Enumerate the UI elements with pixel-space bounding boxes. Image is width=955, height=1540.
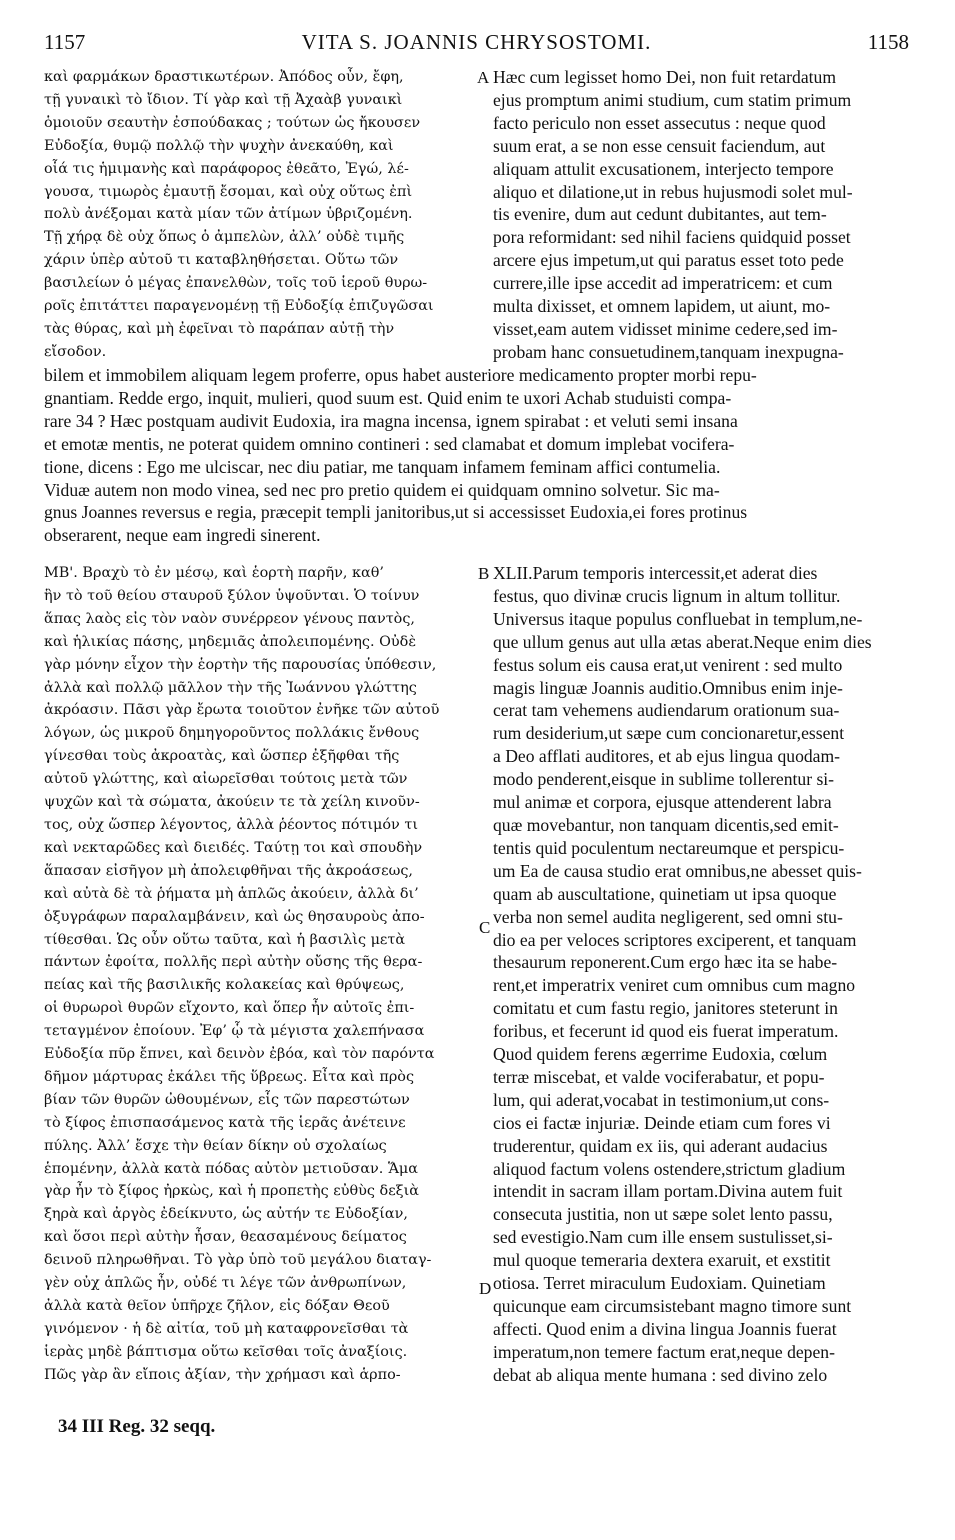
text-line: visset,eam autem vidisset minime cedere,sed im- xyxy=(493,318,838,339)
text-line: modo penderent,eisque in sublime tollerentur si- xyxy=(493,769,835,790)
running-header xyxy=(44,30,909,60)
text-line: currere,ille ipse accedit ad imperatricem: et cum xyxy=(493,273,833,294)
text-line: pora reformidant: sed nihil faciens quidquid posset xyxy=(493,227,851,248)
text-line: ὁμοιοῦν σεαυτὴν ἐσπούδακας ; τούτων ὡς ἤκουσεν xyxy=(44,114,421,131)
text-line: festus solum eis causa erat,ut venirent : sed multo xyxy=(493,654,843,675)
text-line: cerat tam vehemens audiendarum orationum sua- xyxy=(493,700,840,721)
text-line: ἑπομένην, ἀλλὰ κατὰ πόδας αὐτὸν μετιοῦσαν. Ἅμα xyxy=(44,1160,419,1177)
text-line: γίνεσθαι τοὺς ἀκροατὰς, καὶ ὥσπερ ἐξῆφθαι τῆς xyxy=(44,748,400,765)
text-line: βασιλείων ὁ μέγας ἐπανελθὼν, τοῖς τοῦ ἱεροῦ θυρω- xyxy=(44,275,428,292)
margin-marker-c: C xyxy=(479,918,491,937)
text-line: facto periculo non esset assecutus : neque quod xyxy=(493,112,826,133)
text-line: dio ea per veloces scriptores exciperent, et tanquam xyxy=(493,929,857,950)
text-line: γὰρ ἦν τὸ ξίφος ἠρκὼς, καὶ ἡ προπετὴς εὐθὺς δεξιὰ xyxy=(44,1183,419,1200)
text-line: πύλης. Ἀλλ’ ἔσχε τὴν θείαν δίκην οὐ σχολαίως xyxy=(44,1137,387,1154)
text-line: ὀξυγράφων παραλαμβάνειν, καὶ ὡς θησαυροὺς ἀπο- xyxy=(44,908,425,925)
text-line: τος, οὐχ ὥσπερ λέγοντος, ἀλλὰ ῥέοντος πότιμόν τι xyxy=(44,816,418,833)
text-line: um Ea de causa studio erat omnibus,ne abesset quis- xyxy=(493,860,862,881)
text-line: imperatum,non temere factum erat,neque depen- xyxy=(493,1341,835,1362)
text-line: truderentur, quidam ex iis, qui aderant audacius xyxy=(493,1135,828,1156)
text-line: foribus, et fecerunt id quod eis fuerat imperatum. xyxy=(493,1021,839,1042)
text-line: debat ab aliqua mente humana : sed divino zelo xyxy=(493,1364,828,1385)
text-line: cios ei factæ injuriæ. Deinde etiam cum fores vi xyxy=(493,1112,831,1133)
text-line: aliquo et dilatione,ut in rebus hujusmodi solet mul- xyxy=(493,181,853,202)
margin-marker-d: D xyxy=(479,1279,492,1298)
text-line: comitatu et cum fastu regio, janitores steterunt in xyxy=(493,998,838,1019)
text-line: πολὺ ἀνέξομαι κατὰ μίαν τῶν ἀτίμων ὑβριζομένη. xyxy=(44,206,413,223)
text-line: gnus Joannes reversus e regia, præcepit templi janitoribus,ut si accessisset Eudoxia,ei fores protinus xyxy=(44,502,748,523)
text-line: mul quoque temeraria dextera exaruit, et exstitit xyxy=(493,1250,831,1271)
text-line: πείας καὶ τῆς βασιλικῆς κολακείας καὶ θρύψεως, xyxy=(44,977,405,994)
text-line: οἱ θυρωροὶ θυρῶν εἴχοντο, καὶ ὅπερ ἦν αὐτοῖς ἐπι- xyxy=(44,1000,415,1017)
text-line: λόγων, ὡς μικροῦ δημηγοροῦντος πολλάκις ἔνθους xyxy=(44,725,420,742)
margin-marker-b: B xyxy=(478,564,490,583)
text-line: αὐτοῦ γλώττης, καὶ αἰωρεῖσθαι τούτοις μετὰ τῶν xyxy=(44,771,408,788)
text-line: thesaurum reponerent.Cum ergo hæc ita se habe- xyxy=(493,952,838,973)
text-line: sed evestigio.Nam cum ille ensem sustulisset,si- xyxy=(493,1227,833,1248)
latin-full-width-paragraph xyxy=(44,364,917,547)
text-line: tentis quid poculentum nectareumque et perspicu- xyxy=(493,837,845,858)
text-line: arcere ejus impetum,ut qui paratus esset toto pede xyxy=(493,250,844,271)
text-line: que ullum genus aut ulla ætas aberat.Neque enim dies xyxy=(493,631,872,652)
text-line: quicunque eam circumsistebant magno timore sunt xyxy=(493,1296,852,1316)
text-line: rum desiderium,ut sæpe cum concionaretur,essent xyxy=(493,723,845,744)
text-line: festus, quo divinæ crucis lignum in altum tollitur. xyxy=(493,585,841,606)
text-line: suum erat, a se non esse censuit faciendum, aut xyxy=(493,135,826,156)
margin-marker-a: A xyxy=(477,68,490,87)
text-line: probam hanc consuetudinem,tanquam inexpugna- xyxy=(493,341,844,362)
text-line: multa dixisset, et omnem lapidem, ut aiunt, mo- xyxy=(493,296,831,317)
running-title: VITA S. JOANNIS CHRYSOSTOMI. xyxy=(301,30,652,54)
text-line: τῇ γυναικὶ τὸ ἴδιον. Τί γὰρ καὶ τῇ Ἀχαὰβ γυναικὶ xyxy=(44,91,403,108)
text-line: XLII.Parum temporis intercessit,et aderat dies xyxy=(493,563,818,583)
latin-column-b xyxy=(493,562,917,1387)
text-line: καὶ φαρμάκων δραστικωτέρων. Ἀπόδος οὖν, ἔφη, xyxy=(44,69,404,85)
text-line: rent,et imperatrix veniret cum omnibus cum magno xyxy=(493,975,856,996)
text-line: ἅπασαν εἰσῆγον μὴ ἀπολειφθῆναι τῆς ἀκροάσεως, xyxy=(44,862,413,879)
text-line: tione, dicens : Ego me ulciscar, nec diu patiar, me tanquam infamem feminam affici contumelia. xyxy=(44,456,721,477)
text-line: τὰς θύρας, καὶ μὴ ἐφεῖναι τὸ παράπαν αὐτῇ τὴν xyxy=(44,320,395,337)
text-line: δῆμον μάρτυρας ἐκάλει τῆς ὕβρεως. Εἶτα καὶ πρὸς xyxy=(44,1068,415,1085)
text-line: καὶ ἡλικίας πάσης, μηδεμιᾶς ἀπολειπομένης. Οὐδὲ xyxy=(44,633,417,650)
text-line: et emotæ mentis, ne poterat quidem omnino contineri : sed clamabat et domum implebat vocifera- xyxy=(44,433,735,454)
text-line: terræ miscebat, et valde vociferabatur, et popu- xyxy=(493,1066,825,1087)
text-line: affecti. Quod enim a divina lingua Joannis fuerat xyxy=(493,1318,837,1339)
text-line: γὲν οὐχ ἁπλῶς ἦν, οὐδέ τι λέγε τῶν ἀνθρωπίνων, xyxy=(44,1275,407,1292)
greek-column-a xyxy=(44,66,474,364)
text-line: otiosa. Terret miraculum Eudoxiam. Quinetiam xyxy=(493,1273,826,1294)
text-line: γινόμενον · ἡ δὲ αἰτία, τοῦ μὴ καταφρονεῖσθαι τὰ xyxy=(44,1320,409,1337)
text-line: bilem et immobilem aliquam legem proferre, opus habet austeriore medicamento propter morbi repu- xyxy=(44,365,757,385)
page-number-left: 1157 xyxy=(44,30,86,54)
text-line: Τῇ χήρᾳ δὲ οὐχ ὅπως ὁ ἀμπελὼν, ἀλλ’ οὐδὲ τιμῆς xyxy=(44,229,405,246)
page-number-right: 1158 xyxy=(867,30,909,54)
text-line: Hæc cum legisset homo Dei, non fuit retardatum xyxy=(493,67,837,87)
text-line: gnantiam. Redde ergo, inquit, mulieri, quod suum est. Quid enim te uxori Achab studuisti compa- xyxy=(44,387,732,408)
text-line: tis evenire, dum aut cedunt dubitantes, aut tem- xyxy=(493,204,827,225)
text-line: Πῶς γὰρ ἂν εἴποις ἀξίαν, τὴν χρήμασι καὶ ἁρπο- xyxy=(44,1366,401,1383)
text-line: a Deo afflati auditores, et ab ejus lingua quodam- xyxy=(493,746,841,767)
text-line: καὶ ὅσοι περὶ αὐτὴν ἦσαν, θεασαμένους δείματος xyxy=(44,1229,407,1246)
text-line: Viduæ autem non modo vinea, sed nec pro pretio quidem ei quidquam omnino solvetur. Sic ma- xyxy=(44,479,720,500)
text-line: obserarent, neque eam ingredi sinerent. xyxy=(44,525,321,546)
footnote: 34 III Reg. 32 seqq. xyxy=(58,1416,216,1437)
text-line: ἀκρόασιν. Πᾶσι γὰρ ἔρωτα τοιοῦτον ἐνῆκε τῶν αὐτοῦ xyxy=(44,702,440,719)
text-line: Εὐδοξία, θυμῷ πολλῷ τὴν ψυχὴν ἀνεκαύθη, καὶ xyxy=(44,137,394,154)
text-line: consecuta justitia, non ut sæpe solet lento passu, xyxy=(493,1204,833,1225)
text-line: εἴσοδον. xyxy=(44,343,107,360)
text-line: Universus itaque populus confluebat in templum,ne- xyxy=(493,608,863,629)
text-line: ΜΒ'. Βραχὺ τὸ ἐν μέσῳ, καὶ ἑορτὴ παρῆν, καθ’ xyxy=(44,565,385,581)
text-line: καὶ αὐτὰ δὲ τὰ ῥήματα μὴ ἁπλῶς ἀκούειν, ἀλλὰ δι’ xyxy=(44,885,419,902)
text-line: ψυχῶν καὶ τὰ σώματα, ἀκούειν τε τὰ χείλη κινοῦν- xyxy=(44,794,420,811)
text-line: τίθεσθαι. Ὡς οὖν οὕτω ταῦτα, καὶ ἡ βασιλὶς μετὰ xyxy=(44,931,406,948)
text-line: quam ab auscultatione, quinetiam ut ipsa quoque xyxy=(493,883,837,904)
greek-column-b xyxy=(44,562,474,1387)
text-line: χάριν ὑπὲρ αὐτοῦ τι καταβληθήσεται. Οὕτω τῶν xyxy=(44,252,399,269)
text-line: βίαν τῶν θυρῶν ὠθουμένων, εἷς τῶν παρεστώτων xyxy=(44,1091,410,1108)
text-line: mul animæ et corpora, ejusque attenderent labra xyxy=(493,792,832,813)
text-line: intendit in sacram illam portam.Divina autem fuit xyxy=(493,1181,843,1202)
text-line: ξηρὰ καὶ ἀργὸς ἐδείκνυτο, ὡς αὐτήν τε Εὐδοξίαν, xyxy=(44,1206,408,1223)
text-line: γὰρ μόνην εἶχον τὴν ἑορτὴν τῆς παρουσίας ὑπόθεσιν, xyxy=(44,656,437,673)
text-line: ἀλλὰ καὶ πολλῷ μᾶλλον τὴν τῆς Ἰωάννου γλώττης xyxy=(44,679,417,696)
text-line: πάντων ἐφοίτα, πολλῆς περὶ αὐτὴν οὔσης τῆς θερα- xyxy=(44,954,423,971)
text-line: magis linguæ Joannis auditio.Omnibus enim inje- xyxy=(493,677,843,698)
text-line: γουσα, τιμωρὸς ἐμαυτῇ ἔσομαι, καὶ οὐχ οὕτως ἐπὶ xyxy=(44,183,413,200)
text-line: rare 34 ? Hæc postquam audivit Eudoxia, ira magna incensa, ignem spirabat : et veluti semi insana xyxy=(44,410,738,431)
text-line: ejus promptum animi studium, cum statim primum xyxy=(493,89,852,110)
text-line: Quod quidem ferens ægerrime Eudoxia, cœlum xyxy=(493,1044,828,1065)
latin-column-a xyxy=(493,66,917,364)
text-line: lum, qui aderat,vocabat in testimonium,ut cons- xyxy=(493,1089,830,1110)
text-line: aliquod factum volens ostendere,strictum gladium xyxy=(493,1158,846,1179)
text-line: ἱερὰς μηδὲ βάπτισμα οὕτω κεῖσθαι τοῖς ἀναξίοις. xyxy=(44,1343,408,1360)
text-line: ἅπας λαὸς εἰς τὸν ναὸν συνέρρεον γένους παντὸς, xyxy=(44,610,415,627)
text-line: τεταγμένον ἐποίουν. Ἐφ’ ᾧ τὰ μέγιστα χαλεπήνασα xyxy=(44,1023,425,1040)
text-line: ροῖς ἐπιτάττει παραγενομένῃ τῇ Εὐδοξίᾳ ἐπιζυγῶσαι xyxy=(44,298,434,315)
text-line: δεινοῦ πληρωθῆναι. Τὸ γὰρ ὑπὸ τοῦ μεγάλου διαταγ- xyxy=(44,1252,432,1269)
text-line: ἀλλὰ κατὰ θεῖον ὑπῆρχε ζῆλον, εἰς δόξαν Θεοῦ xyxy=(44,1298,390,1314)
text-line: τὸ ξίφος ἐπισπασάμενος κατὰ τῆς ἱερᾶς ἀνέτεινε xyxy=(44,1114,406,1131)
text-line: verba non semel audita negligerent, sed omni stu- xyxy=(493,906,843,927)
text-line: quæ movebantur, non tanquam dicentis,sed emit- xyxy=(493,814,839,835)
text-line: Εὐδοξία πῦρ ἔπνει, καὶ δεινὸν ἐβόα, καὶ τὸν παρόντα xyxy=(44,1046,435,1063)
text-line: οἷά τις ἡμιμανὴς καὶ παράφορος ἐθεᾶτο, Ἐγώ, λέ- xyxy=(44,160,409,177)
text-line: aliquam attulit excusationem, interjecto tempore xyxy=(493,158,834,179)
text-line: ἣν τὸ τοῦ θείου σταυροῦ ξύλον ὑψοῦνται. Ὁ τοίνυν xyxy=(44,587,420,604)
text-line: καὶ νεκταρῶδες καὶ διειδές. Ταύτῃ τοι καὶ σπουδὴν xyxy=(44,839,423,856)
